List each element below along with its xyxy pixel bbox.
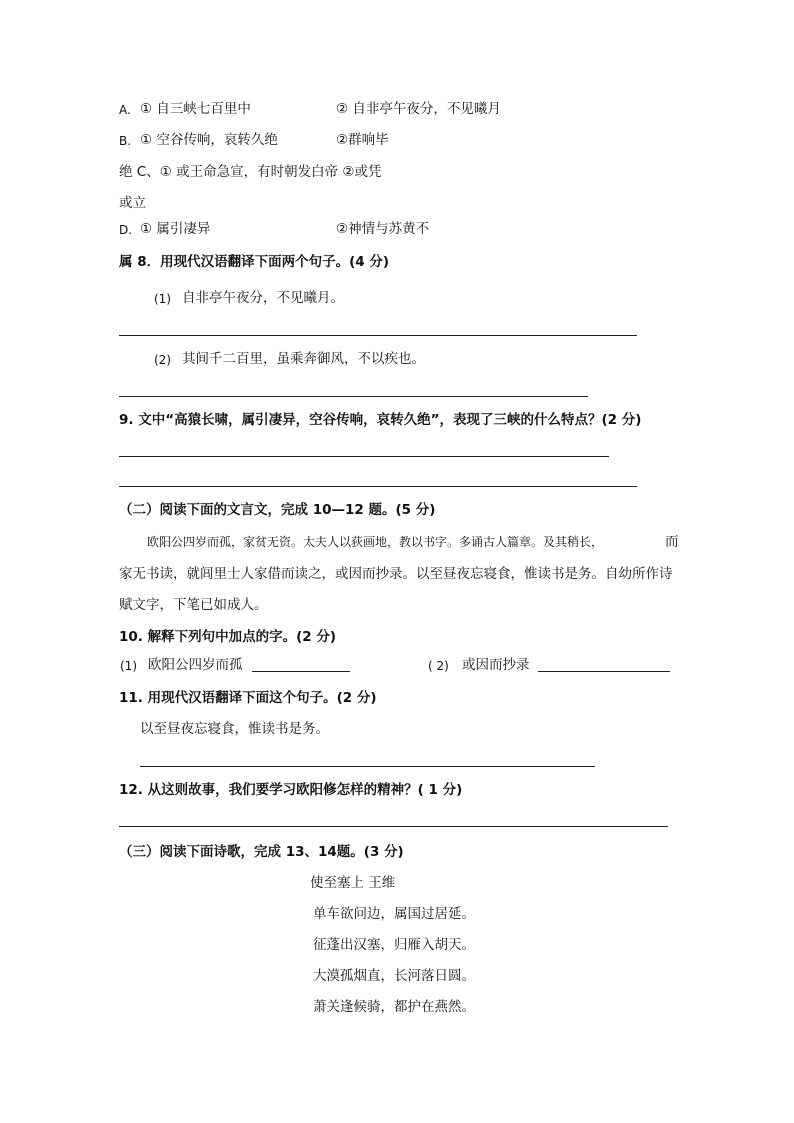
poem-line-4: 萧关逢候骑，都护在燕然。 [313, 999, 475, 1015]
answer-line [140, 766, 595, 767]
question-8-item-1-number: (1) [154, 292, 171, 306]
question-8-item-1: 自非亭午夜分，不见曦月。 [182, 290, 344, 306]
poem-line-3: 大漠孤烟直，长河落日圆。 [313, 968, 475, 984]
answer-blank[interactable] [538, 671, 670, 672]
question-9-title: 9. 文中“高猿长啸，属引凄异，空谷传响，哀转久绝”，表现了三峡的什么特点？(2 分) [119, 412, 642, 428]
option-d-label: D. [119, 223, 133, 237]
poem-line-1: 单车欲问边，属国过居延。 [313, 906, 475, 922]
answer-line [119, 335, 637, 336]
option-b-label: B. [119, 134, 132, 148]
section-2-title: （二）阅读下面的文言文，完成 10—12 题。(5 分) [119, 502, 436, 518]
question-12-title: 12. 从这则故事，我们要学习欧阳修怎样的精神？( 1 分) [119, 782, 463, 798]
question-8-item-2-number: (2) [154, 353, 171, 367]
poem-line-2: 征蓬出汉塞，归雁入胡天。 [313, 937, 475, 953]
option-d-1: ① 属引凄异 [140, 221, 211, 237]
option-c-continued: 或立 [119, 195, 146, 211]
passage-line-2: 家无书读，就闾里士人家借而读之，或因而抄录。以至昼夜忘寝食，惟读书是务。自幼所作诗 [119, 566, 673, 582]
option-a-2: ② 自非亭午夜分，不见曦月 [336, 101, 501, 117]
passage-line-3: 赋文字，下笔已如成人。 [119, 597, 268, 613]
poem-title: 使至塞上 王维 [310, 875, 396, 891]
question-11-sentence: 以至昼夜忘寝食，惟读书是务。 [140, 721, 329, 737]
option-c: 绝 C、① 或王命急宣，有时朝发白帝 ②或凭 [119, 164, 382, 180]
passage-line-1: 欧阳公四岁而孤，家贫无资。太夫人以荻画地，教以书字。多诵古人篇章。及其稍长， [147, 535, 604, 549]
question-10-item-1-number: (1) [120, 659, 137, 673]
answer-line [119, 396, 588, 397]
question-8-title: 属 8．用现代汉语翻译下面两个句子。(4 分) [119, 254, 390, 270]
answer-line [119, 486, 637, 487]
section-3-title: （三）阅读下面诗歌，完成 13、14题。(3 分) [119, 844, 404, 860]
answer-line [119, 826, 668, 827]
option-b-1: ① 空谷传响，哀转久绝 [140, 132, 278, 148]
option-a-1: ① 自三峡七百里中 [140, 101, 251, 117]
question-10-item-2-number: ( 2) [428, 659, 449, 673]
answer-line [119, 456, 609, 457]
option-b-2: ②群响毕 [336, 132, 389, 148]
passage-line-1-end: 而 [665, 534, 679, 550]
question-11-title: 11. 用现代汉语翻译下面这个句子。(2 分) [119, 690, 377, 706]
option-d-2: ②神情与苏黄不 [336, 221, 430, 237]
option-a-label: A. [119, 103, 131, 117]
question-10-title: 10. 解释下列句中加点的字。(2 分) [119, 629, 337, 645]
question-10-item-1: 欧阳公四岁而孤 [148, 657, 243, 673]
answer-blank[interactable] [252, 671, 350, 672]
question-10-item-2: 或因而抄录 [462, 657, 530, 673]
question-8-item-2: 其间千二百里，虽乘奔御风，不以疾也。 [182, 351, 425, 367]
